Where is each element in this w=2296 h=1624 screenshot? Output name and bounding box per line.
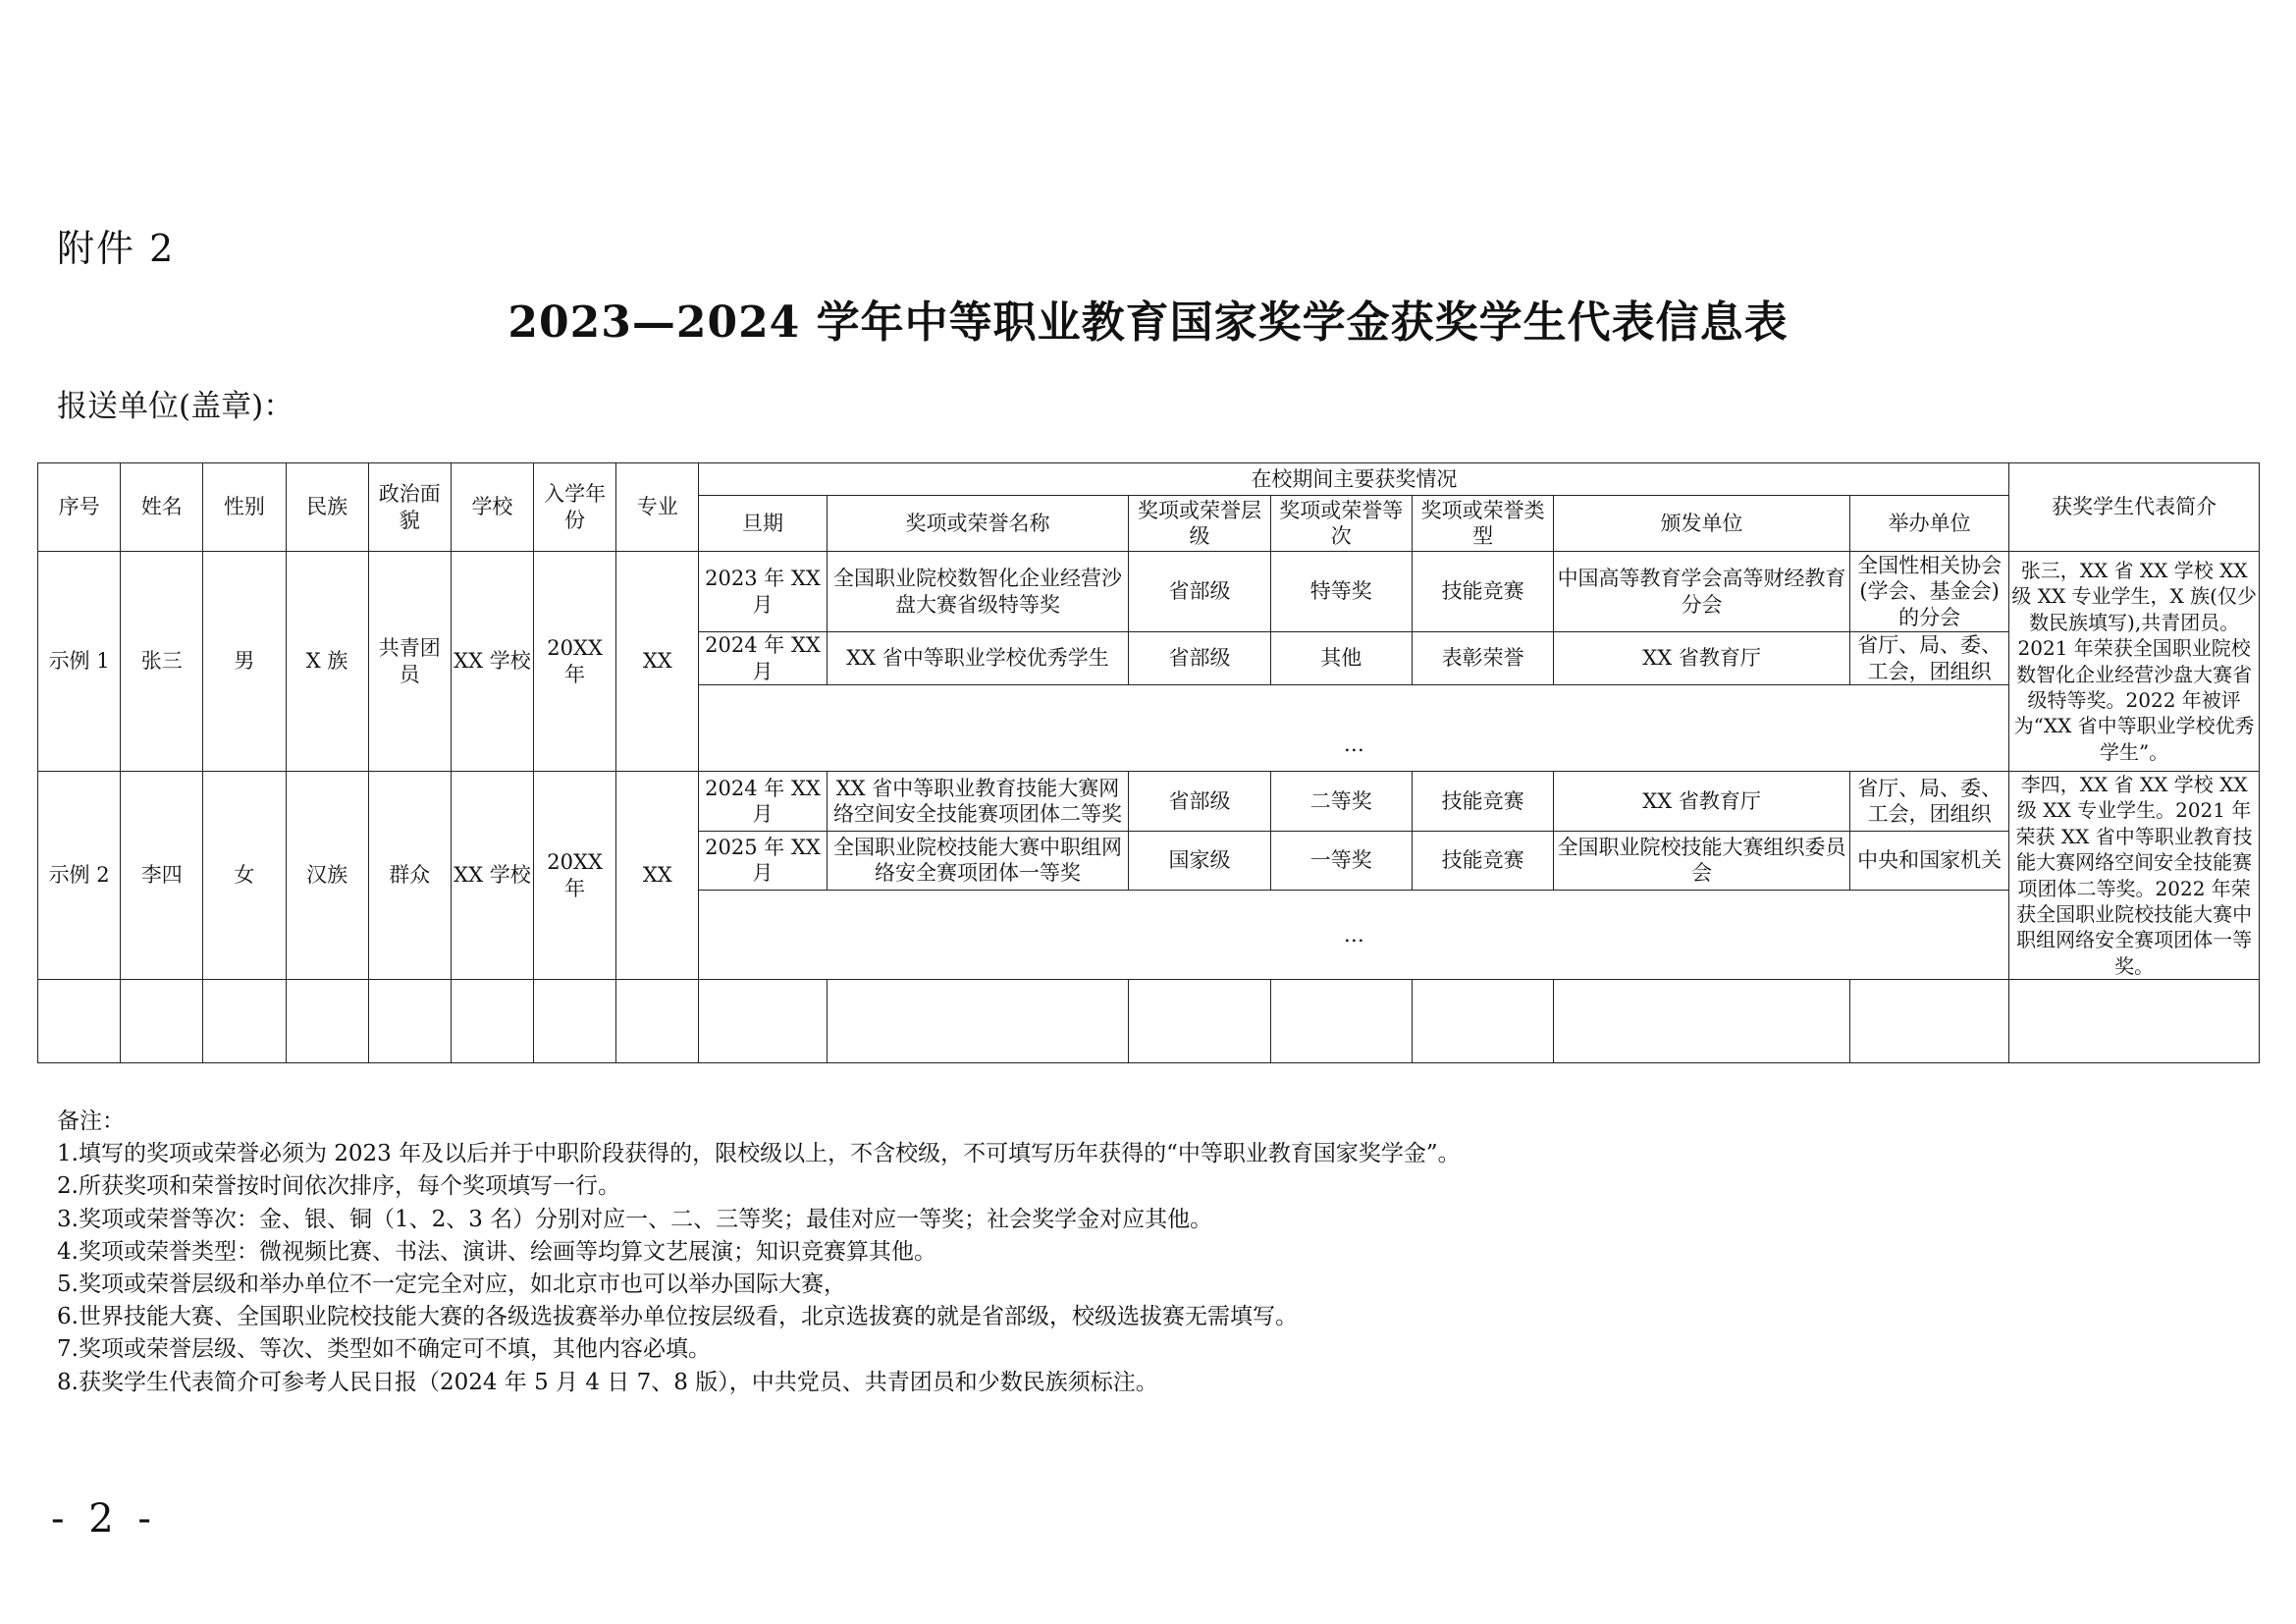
- row2-seq: 示例 2: [38, 772, 121, 980]
- header-name: 姓名: [121, 463, 203, 552]
- note-item: 3.奖项或荣誉等次：金、银、铜（1、2、3 名）分别对应一、二、三等奖；最佳对应一等奖；社会奖学金对应其他。: [57, 1206, 1213, 1232]
- award-type: 技能竞赛: [1412, 831, 1553, 890]
- table-row: [38, 772, 2260, 832]
- row2-ellipsis: …: [699, 890, 2009, 979]
- award-level: 国家级: [1129, 831, 1270, 890]
- award-organizer: 省厅、局、委、工会，团组织: [1849, 772, 2008, 832]
- row1-ethnicity: X 族: [286, 552, 368, 772]
- header-award-rank: 奖项或荣誉等次: [1270, 496, 1412, 552]
- award-date: 2023 年 XX 月: [699, 552, 827, 632]
- row2-intro: 李四，XX 省 XX 学校 XX 级 XX 专业学生。2021 年荣获 XX 省中等职业教育技能大赛网络空间安全技能赛项团体二等奖。2022 年荣获全国职业院校技能大赛中职组网络安全赛项团体一等奖。: [2009, 772, 2260, 980]
- header-gender: 性别: [203, 463, 286, 552]
- row2-political: 群众: [368, 772, 451, 980]
- note-item: 7.奖项或荣誉层级、等次、类型如不确定可不填，其他内容必填。: [57, 1336, 711, 1363]
- award-type: 技能竞赛: [1412, 552, 1553, 632]
- row2-ethnicity: 汉族: [286, 772, 368, 980]
- report-unit-label: 报送单位(盖章)：: [57, 389, 294, 424]
- attachment-label: 附件 2: [57, 227, 176, 270]
- header-seq: 序号: [38, 463, 121, 552]
- award-rank: 一等奖: [1270, 831, 1412, 890]
- row1-gender: 男: [203, 552, 286, 772]
- award-issuer: XX 省教育厅: [1554, 632, 1850, 685]
- award-rank: 其他: [1270, 632, 1412, 685]
- award-name: XX 省中等职业学校优秀学生: [827, 632, 1129, 685]
- info-table: [37, 462, 2260, 1063]
- header-issuer: 颁发单位: [1554, 496, 1850, 552]
- page-title: 2023—2024 学年中等职业教育国家奖学金获奖学生代表信息表: [507, 298, 1789, 348]
- note-item: 5.奖项或荣誉层级和举办单位不一定完全对应，如北京市也可以举办国际大赛，: [57, 1272, 846, 1298]
- award-rank: 二等奖: [1270, 772, 1412, 832]
- header-political: 政治面貌: [368, 463, 451, 552]
- row1-seq: 示例 1: [38, 552, 121, 772]
- award-organizer: 中央和国家机关: [1849, 831, 2008, 890]
- award-name: 全国职业院校数智化企业经营沙盘大赛省级特等奖: [827, 552, 1129, 632]
- row1-intro: 张三，XX 省 XX 学校 XX 级 XX 专业学生，X 族(仅少数民族填写),共青团员。2021 年荣获全国职业院校数智化企业经营沙盘大赛省级特等奖。2022 年被评为“XX 省中等职业学校优秀学生”。: [2009, 552, 2260, 772]
- note-item: 4.奖项或荣誉类型：微视频比赛、书法、演讲、绘画等均算文艺展演；知识竞赛算其他。: [57, 1238, 936, 1265]
- page-number: - 2 -: [51, 1496, 157, 1542]
- award-issuer: 全国职业院校技能大赛组织委员会: [1554, 831, 1850, 890]
- header-ethnicity: 民族: [286, 463, 368, 552]
- header-school: 学校: [451, 463, 533, 552]
- header-award-level: 奖项或荣誉层级: [1129, 496, 1270, 552]
- header-organizer: 举办单位: [1849, 496, 2008, 552]
- row1-ellipsis: …: [699, 685, 2009, 772]
- row2-name: 李四: [121, 772, 203, 980]
- award-name: XX 省中等职业教育技能大赛网络空间安全技能赛项团体二等奖: [827, 772, 1129, 832]
- row1-enroll-year: 20XX 年: [534, 552, 616, 772]
- table-row: [38, 552, 2260, 632]
- header-date: 旦期: [699, 496, 827, 552]
- award-date: 2025 年 XX 月: [699, 831, 827, 890]
- award-date: 2024 年 XX 月: [699, 772, 827, 832]
- award-issuer: 中国高等教育学会高等财经教育分会: [1554, 552, 1850, 632]
- note-item: 2.所获奖项和荣誉按时间依次排序，每个奖项填写一行。: [57, 1173, 620, 1200]
- notes-heading: 备注：: [57, 1109, 125, 1134]
- row1-major: XX: [616, 552, 699, 772]
- row2-enroll-year: 20XX 年: [534, 772, 616, 980]
- note-item: 1.填写的奖项或荣誉必须为 2023 年及以后并于中职阶段获得的，限校级以上，不含校级，不可填写历年获得的“中等职业教育国家奖学金”。: [57, 1141, 1461, 1167]
- note-item: 8.获奖学生代表简介可参考人民日报（2024 年 5 月 4 日 7、8 版），中共党员、共青团员和少数民族须标注。: [57, 1369, 1158, 1395]
- row2-major: XX: [616, 772, 699, 980]
- award-name: 全国职业院校技能大赛中职组网络安全赛项团体一等奖: [827, 831, 1129, 890]
- header-enroll-year: 入学年份: [534, 463, 616, 552]
- award-level: 省部级: [1129, 772, 1270, 832]
- row2-gender: 女: [203, 772, 286, 980]
- award-organizer: 全国性相关协会(学会、基金会)的分会: [1849, 552, 2008, 632]
- header-awards-group: 在校期间主要获奖情况: [699, 463, 2009, 496]
- award-level: 省部级: [1129, 632, 1270, 685]
- row1-school: XX 学校: [451, 552, 533, 772]
- award-organizer: 省厅、局、委、工会，团组织: [1849, 632, 2008, 685]
- row2-school: XX 学校: [451, 772, 533, 980]
- award-issuer: XX 省教育厅: [1554, 772, 1850, 832]
- award-type: 表彰荣誉: [1412, 632, 1553, 685]
- header-award-name: 奖项或荣誉名称: [827, 496, 1129, 552]
- note-item: 6.世界技能大赛、全国职业院校技能大赛的各级选拔赛举办单位按层级看，北京选拔赛的就是省部级，校级选拔赛无需填写。: [57, 1304, 1298, 1330]
- table-row-empty: [38, 980, 2260, 1063]
- header-intro: 获奖学生代表简介: [2009, 463, 2260, 552]
- award-date: 2024 年 XX 月: [699, 632, 827, 685]
- award-rank: 特等奖: [1270, 552, 1412, 632]
- header-major: 专业: [616, 463, 699, 552]
- award-type: 技能竞赛: [1412, 772, 1553, 832]
- header-award-type: 奖项或荣誉类型: [1412, 496, 1553, 552]
- row1-political: 共青团员: [368, 552, 451, 772]
- award-level: 省部级: [1129, 552, 1270, 632]
- notes-section: [57, 1106, 1461, 1399]
- row1-name: 张三: [121, 552, 203, 772]
